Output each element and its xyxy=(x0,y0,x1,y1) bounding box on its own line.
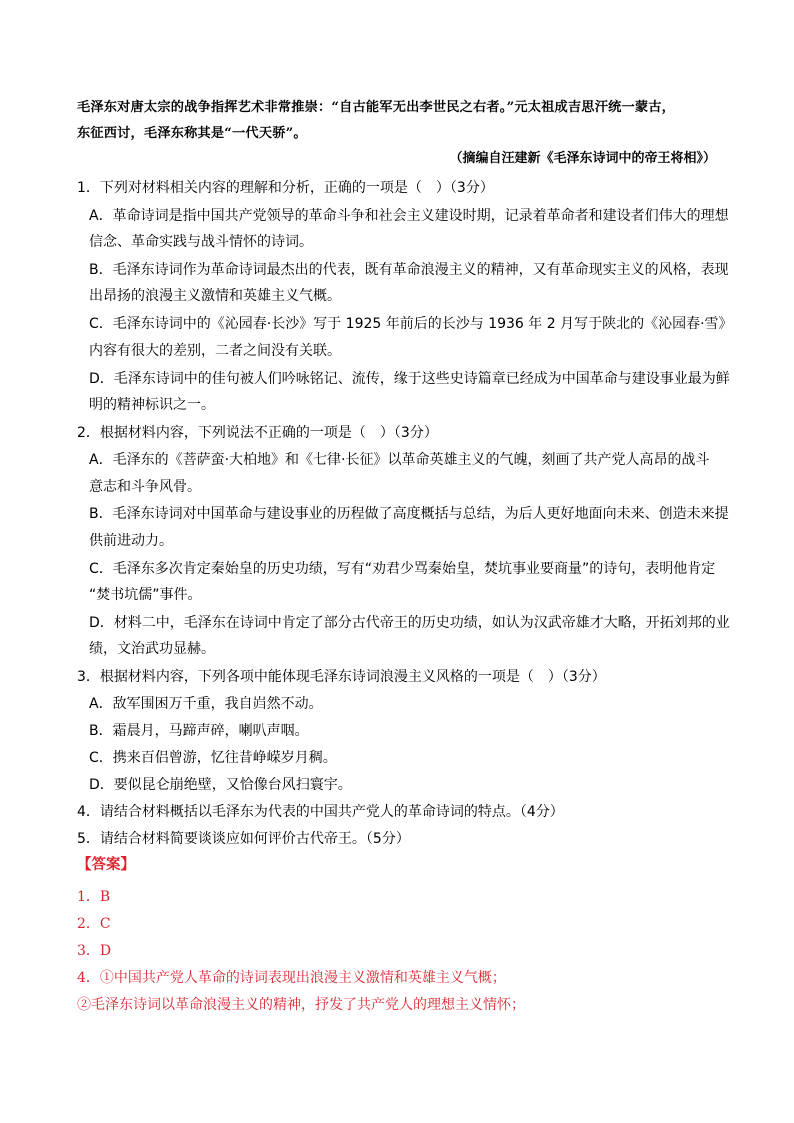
answer-1: 1．B xyxy=(77,889,111,905)
q1-option-a: A．革命诗词是指中国共产党领导的革命斗争和社会主义建设时期，记录着革命者和建设者们伟大的理想 xyxy=(89,208,729,224)
q2-option-b-cont: 供前进动力。 xyxy=(89,533,173,549)
question-2-stem: 2．根据材料内容，下列说法不正确的一项是（ ）（3分） xyxy=(77,425,438,441)
q3-option-a: A．敌军围困万千重，我自岿然不动。 xyxy=(89,696,323,712)
q2-option-d-cont: 绩，文治武功显赫。 xyxy=(89,641,215,657)
q2-option-a: A．毛泽东的《菩萨蛮·大柏地》和《七律·长征》以革命英雄主义的气魄，刻画了共产党人高昂的战斗 xyxy=(89,452,710,468)
answer-3: 3．D xyxy=(77,943,112,959)
q1-option-b-cont: 出昂扬的浪漫主义激情和英雄主义气概。 xyxy=(89,288,341,304)
intro-line-1: 毛泽东对唐太宗的战争指挥艺术非常推崇：“自古能军无出李世民之右者。”元太祖成吉思汗统一蒙古， xyxy=(77,100,676,115)
q2-option-c: C．毛泽东多次肯定秦始皇的历史功绩，写有“劝君少骂秦始皇，焚坑事业要商量”的诗句，表明他肯定 xyxy=(89,561,716,577)
q2-option-d: D．材料二中，毛泽东在诗词中肯定了部分古代帝王的历史功绩，如认为汉武帝雄才大略，开拓刘邦的业 xyxy=(89,615,730,631)
question-1-stem: 1．下列对材料相关内容的理解和分析，正确的一项是（ ）（3分） xyxy=(77,180,494,196)
question-4-stem: 4．请结合材料概括以毛泽东为代表的中国共产党人的革命诗词的特点。（4分） xyxy=(77,804,564,820)
question-3-stem: 3．根据材料内容，下列各项中能体现毛泽东诗词浪漫主义风格的一项是（ ）（3分） xyxy=(77,669,606,685)
q1-option-a-cont: 信念、革命实践与战斗情怀的诗词。 xyxy=(89,234,313,250)
q3-option-d: D．要似昆仑崩绝壁，又恰像台风扫寰宇。 xyxy=(89,777,352,793)
answer-2: 2．C xyxy=(77,916,111,932)
source-citation: （摘编自汪建新《毛泽东诗词中的帝王将相》） xyxy=(449,151,716,166)
q1-option-d: D．毛泽东诗词中的佳句被人们吟咏铭记、流传，缘于这些史诗篇章已经成为中国革命与建设事业最为鲜 xyxy=(89,371,730,387)
question-5-stem: 5．请结合材料简要谈谈应如何评价古代帝王。（5分） xyxy=(77,831,410,847)
intro-line-2: 东征西讨，毛泽东称其是“一代天骄”。 xyxy=(77,126,307,141)
q2-option-b: B．毛泽东诗词对中国革命与建设事业的历程做了高度概括与总结，为后人更好地面向未来、创造未来提 xyxy=(89,506,729,522)
q3-option-b: B．霜晨月，马蹄声碎，喇叭声咽。 xyxy=(89,723,309,739)
answer-4-point-2: ②毛泽东诗词以革命浪漫主义的精神，抒发了共产党人的理想主义情怀； xyxy=(77,997,525,1013)
q2-option-a-cont: 意志和斗争风骨。 xyxy=(89,479,201,495)
q1-option-b: B．毛泽东诗词作为革命诗词最杰出的代表，既有革命浪漫主义的精神，又有革命现实主义的风格，表现 xyxy=(89,262,729,278)
answer-4-point-1: 4．①中国共产党人革命的诗词表现出浪漫主义激情和英雄主义气概； xyxy=(77,970,506,986)
answers-title: 【答案】 xyxy=(77,857,135,873)
q1-option-c-cont: 内容有很大的差别，二者之间没有关联。 xyxy=(89,343,341,359)
q3-option-c: C．携来百侣曾游，忆往昔峥嵘岁月稠。 xyxy=(89,750,337,766)
q1-option-d-cont: 明的精神标识之一。 xyxy=(89,397,215,413)
q2-option-c-cont: “焚书坑儒”事件。 xyxy=(89,587,202,603)
q1-option-c: C．毛泽东诗词中的《沁园春·长沙》写于 1925 年前后的长沙与 1936 年 2 月写于陕北的《沁园春·雪》 xyxy=(89,316,733,332)
